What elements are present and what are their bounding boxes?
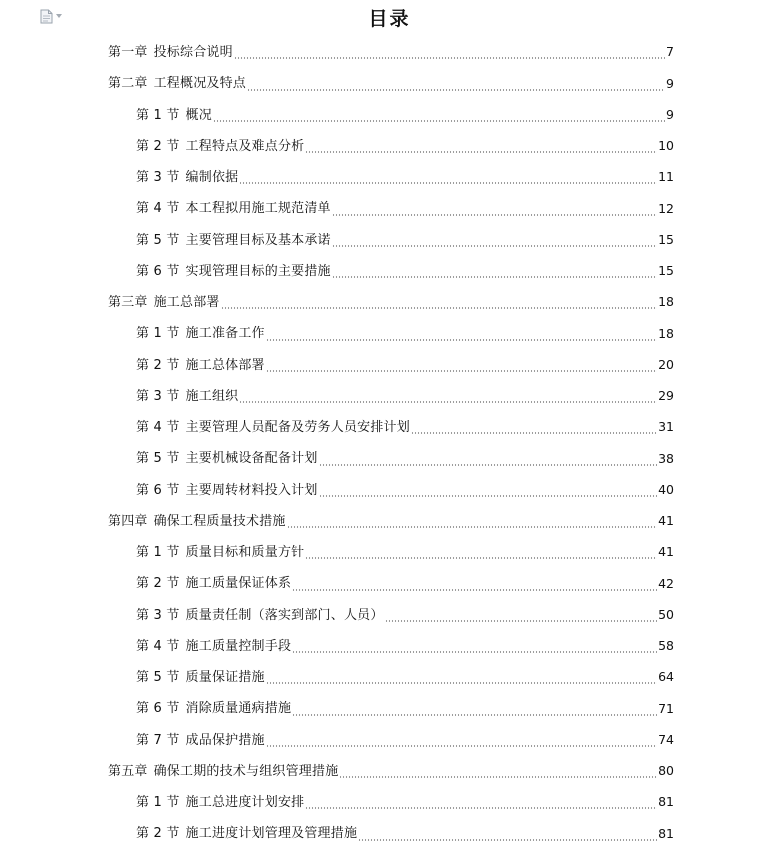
toc-section-entry[interactable] — [0, 787, 779, 818]
toc-entry-number: 第 2 节 — [136, 826, 180, 842]
toc-entry-number: 第 6 节 — [136, 482, 180, 498]
toc-entry-text: 确保工期的技术与组织管理措施 — [153, 763, 339, 779]
toc-entry-number: 第 7 节 — [136, 732, 180, 748]
toc-dot-leader — [319, 464, 658, 466]
toc-entry-label — [136, 390, 238, 403]
toc-entry-text: 本工程拟用施工规范清单 — [185, 201, 331, 217]
toc-page-number: 64 — [658, 669, 674, 685]
toc-entry-text: 质量保证措施 — [185, 670, 265, 686]
toc-dot-leader — [292, 651, 657, 653]
toc-entry-text: 施工质量控制手段 — [185, 638, 292, 654]
toc-entry-text: 工程特点及难点分析 — [185, 138, 305, 154]
toc-entry-label — [136, 452, 318, 465]
toc-entry-number: 第四章 — [108, 513, 148, 529]
toc-dot-leader — [332, 245, 657, 247]
toc-section-entry[interactable] — [0, 318, 779, 349]
toc-dot-leader — [339, 776, 657, 778]
toc-dot-leader — [305, 807, 657, 809]
toc-entry-number: 第 5 节 — [136, 670, 180, 686]
toc-dot-leader — [266, 339, 657, 341]
toc-dot-leader — [358, 839, 657, 841]
toc-entry-text: 主要管理人员配备及劳务人员安排计划 — [185, 420, 410, 436]
toc-entry-label — [136, 265, 331, 278]
toc-section-entry[interactable] — [0, 162, 779, 193]
toc-entry-number: 第 3 节 — [136, 388, 180, 404]
toc-entry-number: 第五章 — [108, 763, 148, 779]
toc-section-entry[interactable] — [0, 693, 779, 724]
toc-page-number: 18 — [658, 294, 674, 310]
toc-chapter-entry[interactable] — [0, 756, 779, 787]
toc-entry-label — [136, 734, 265, 747]
toc-page-number: 7 — [666, 44, 674, 60]
toc-entry-number: 第 4 节 — [136, 201, 180, 217]
toc-dot-leader — [266, 370, 657, 372]
toc-entry-text: 主要管理目标及基本承诺 — [185, 232, 331, 248]
toc-page-number: 12 — [658, 200, 674, 216]
table-of-contents — [0, 37, 779, 847]
toc-entry-number: 第 3 节 — [136, 607, 180, 623]
toc-page-number: 11 — [658, 169, 674, 185]
toc-entry-text: 投标综合说明 — [153, 45, 233, 61]
toc-dot-leader — [213, 120, 665, 122]
toc-entry-number: 第三章 — [108, 295, 148, 311]
toc-section-entry[interactable] — [0, 568, 779, 599]
toc-dot-leader — [385, 620, 658, 622]
toc-section-entry[interactable] — [0, 662, 779, 693]
toc-entry-label — [136, 421, 410, 434]
toc-page-number: 31 — [658, 419, 674, 435]
toc-section-entry[interactable] — [0, 256, 779, 287]
toc-entry-number: 第 1 节 — [136, 545, 180, 561]
toc-entry-text: 主要机械设备配备计划 — [185, 451, 318, 467]
toc-entry-number: 第 1 节 — [136, 795, 180, 811]
toc-section-entry[interactable] — [0, 537, 779, 568]
toc-entry-label — [136, 796, 304, 809]
toc-entry-text: 施工组织 — [185, 388, 239, 404]
toc-entry-text: 施工质量保证体系 — [185, 576, 292, 592]
toc-entry-label — [136, 609, 384, 622]
toc-entry-label — [136, 140, 304, 153]
toc-page-number: 20 — [658, 356, 674, 372]
toc-entry-number: 第 2 节 — [136, 138, 180, 154]
toc-section-entry[interactable] — [0, 100, 779, 131]
toc-page-number: 58 — [658, 638, 674, 654]
toc-page-number: 10 — [658, 138, 674, 154]
toc-entry-text: 概况 — [185, 107, 212, 123]
toc-entry-label — [136, 546, 304, 559]
toc-page-number: 9 — [666, 106, 674, 122]
toc-entry-text: 施工总体部署 — [185, 357, 265, 373]
toc-entry-number: 第 1 节 — [136, 107, 180, 123]
toc-chapter-entry[interactable] — [0, 37, 779, 68]
toc-entry-number: 第 5 节 — [136, 451, 180, 467]
toc-dot-leader — [292, 589, 657, 591]
toc-entry-text: 实现管理目标的主要措施 — [185, 263, 331, 279]
toc-dot-leader — [221, 307, 657, 309]
toc-entry-number: 第 2 节 — [136, 357, 180, 373]
toc-dot-leader — [305, 557, 657, 559]
toc-entry-number: 第 1 节 — [136, 326, 180, 342]
toc-page-number: 80 — [658, 763, 674, 779]
toc-entry-number: 第 6 节 — [136, 701, 180, 717]
toc-dot-leader — [234, 57, 665, 59]
toc-dot-leader — [266, 682, 657, 684]
toc-entry-number: 第一章 — [108, 45, 148, 61]
toc-entry-text: 主要周转材料投入计划 — [185, 482, 318, 498]
toc-title: 目录 — [368, 8, 411, 30]
toc-section-entry[interactable] — [0, 350, 779, 381]
toc-dot-leader — [266, 745, 657, 747]
toc-entry-label — [136, 171, 238, 184]
toc-chapter-entry[interactable] — [0, 287, 779, 318]
toc-section-entry[interactable] — [0, 131, 779, 162]
toc-entry-label — [136, 327, 265, 340]
toc-entry-label — [136, 577, 291, 590]
toc-page-number: 38 — [658, 450, 674, 466]
toc-dot-leader — [287, 526, 657, 528]
toc-entry-number: 第 3 节 — [136, 170, 180, 186]
toc-dot-leader — [411, 432, 657, 434]
toc-page-number: 81 — [658, 794, 674, 810]
toc-dot-leader — [332, 214, 657, 216]
toc-section-entry[interactable] — [0, 443, 779, 474]
toc-section-entry[interactable] — [0, 631, 779, 662]
toc-entry-label — [136, 234, 331, 247]
toc-section-entry[interactable] — [0, 725, 779, 756]
toc-page-number: 71 — [658, 700, 674, 716]
toc-page-number: 15 — [658, 263, 674, 279]
toc-page-number: 41 — [658, 544, 674, 560]
toc-entry-label — [108, 296, 220, 309]
toc-entry-label — [136, 484, 318, 497]
toc-entry-text: 施工进度计划管理及管理措施 — [185, 826, 358, 842]
toc-entry-number: 第 4 节 — [136, 638, 180, 654]
toc-dot-leader — [332, 276, 657, 278]
toc-entry-text: 施工准备工作 — [185, 326, 265, 342]
toc-page-number: 15 — [658, 231, 674, 247]
toc-entry-label — [108, 765, 338, 778]
toc-section-entry[interactable] — [0, 818, 779, 847]
toc-dot-leader — [247, 89, 665, 91]
toc-page-number: 74 — [658, 731, 674, 747]
toc-entry-number: 第 2 节 — [136, 576, 180, 592]
toc-entry-label — [136, 202, 331, 215]
toc-entry-text: 质量责任制（落实到部门、人员） — [185, 607, 384, 623]
toc-entry-number: 第 5 节 — [136, 232, 180, 248]
toc-entry-label — [136, 109, 212, 122]
toc-entry-number: 第 4 节 — [136, 420, 180, 436]
toc-entry-text: 施工总进度计划安排 — [185, 795, 305, 811]
toc-entry-text: 施工总部署 — [153, 295, 220, 311]
toc-page-number: 18 — [658, 325, 674, 341]
toc-section-entry[interactable] — [0, 412, 779, 443]
toc-section-entry[interactable] — [0, 475, 779, 506]
toc-page-number: 9 — [666, 75, 674, 91]
toc-dot-leader — [239, 182, 657, 184]
toc-section-entry[interactable] — [0, 225, 779, 256]
toc-entry-number: 第 6 节 — [136, 263, 180, 279]
toc-page-number: 40 — [658, 481, 674, 497]
toc-entry-label — [108, 46, 233, 59]
toc-entry-label — [136, 702, 291, 715]
toc-page-number: 81 — [658, 825, 674, 841]
toc-page-number: 41 — [658, 513, 674, 529]
toc-entry-text: 确保工程质量技术措施 — [153, 513, 286, 529]
toc-entry-text: 消除质量通病措施 — [185, 701, 292, 717]
toc-dot-leader — [239, 401, 657, 403]
toc-entry-label — [108, 515, 286, 528]
toc-page-number: 50 — [658, 606, 674, 622]
toc-page-number: 29 — [658, 388, 674, 404]
toc-entry-text: 编制依据 — [185, 170, 239, 186]
toc-entry-label — [108, 77, 246, 90]
toc-section-entry[interactable] — [0, 600, 779, 631]
toc-chapter-entry[interactable] — [0, 68, 779, 99]
toc-entry-label — [136, 359, 265, 372]
toc-entry-text: 成品保护措施 — [185, 732, 265, 748]
toc-entry-text: 工程概况及特点 — [153, 76, 247, 92]
toc-section-entry[interactable] — [0, 381, 779, 412]
toc-page-number: 42 — [658, 575, 674, 591]
toc-entry-label — [136, 671, 265, 684]
toc-entry-label — [136, 640, 291, 653]
toc-dot-leader — [319, 495, 658, 497]
toc-entry-number: 第二章 — [108, 76, 148, 92]
toc-chapter-entry[interactable] — [0, 506, 779, 537]
toc-dot-leader — [305, 151, 657, 153]
toc-section-entry[interactable] — [0, 193, 779, 224]
toc-dot-leader — [292, 714, 657, 716]
toc-entry-text: 质量目标和质量方针 — [185, 545, 305, 561]
toc-entry-label — [136, 827, 357, 840]
